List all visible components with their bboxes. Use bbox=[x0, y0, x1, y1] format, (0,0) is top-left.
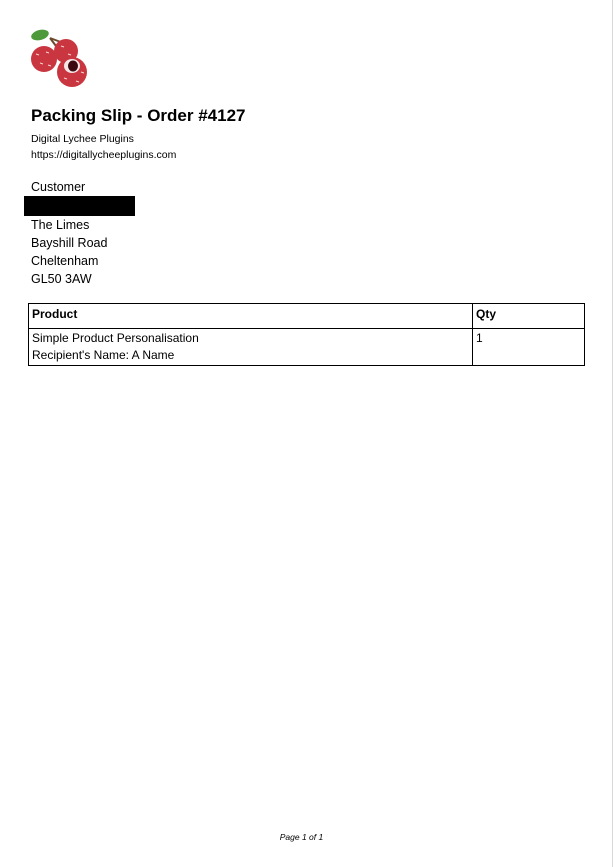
shop-info bbox=[31, 131, 176, 163]
product-name: Simple Product Personalisation bbox=[32, 331, 199, 345]
redacted-customer-name bbox=[24, 196, 135, 216]
address-line: Cheltenham bbox=[31, 254, 99, 268]
page-title: Packing Slip - Order #4127 bbox=[31, 106, 246, 125]
header-product: Product bbox=[29, 304, 473, 329]
header-qty: Qty bbox=[473, 304, 585, 329]
product-cell bbox=[29, 329, 473, 366]
address-line: Bayshill Road bbox=[31, 236, 108, 250]
customer-label: Customer bbox=[31, 180, 86, 194]
page-edge bbox=[612, 0, 613, 867]
page-number: Page 1 of 1 bbox=[279, 832, 324, 842]
shop-url: https://digitallycheeplugins.com bbox=[31, 149, 177, 161]
customer-address bbox=[31, 216, 107, 288]
shop-name: Digital Lychee Plugins bbox=[31, 133, 134, 145]
qty-cell: 1 bbox=[473, 329, 585, 366]
items-table bbox=[28, 303, 585, 366]
address-line: GL50 3AW bbox=[31, 272, 92, 286]
table-header-row bbox=[29, 304, 585, 329]
table-row bbox=[29, 329, 585, 366]
product-meta: Recipient's Name: A Name bbox=[32, 348, 175, 362]
address-line: The Limes bbox=[31, 218, 90, 232]
lychee-logo-icon bbox=[26, 26, 92, 92]
